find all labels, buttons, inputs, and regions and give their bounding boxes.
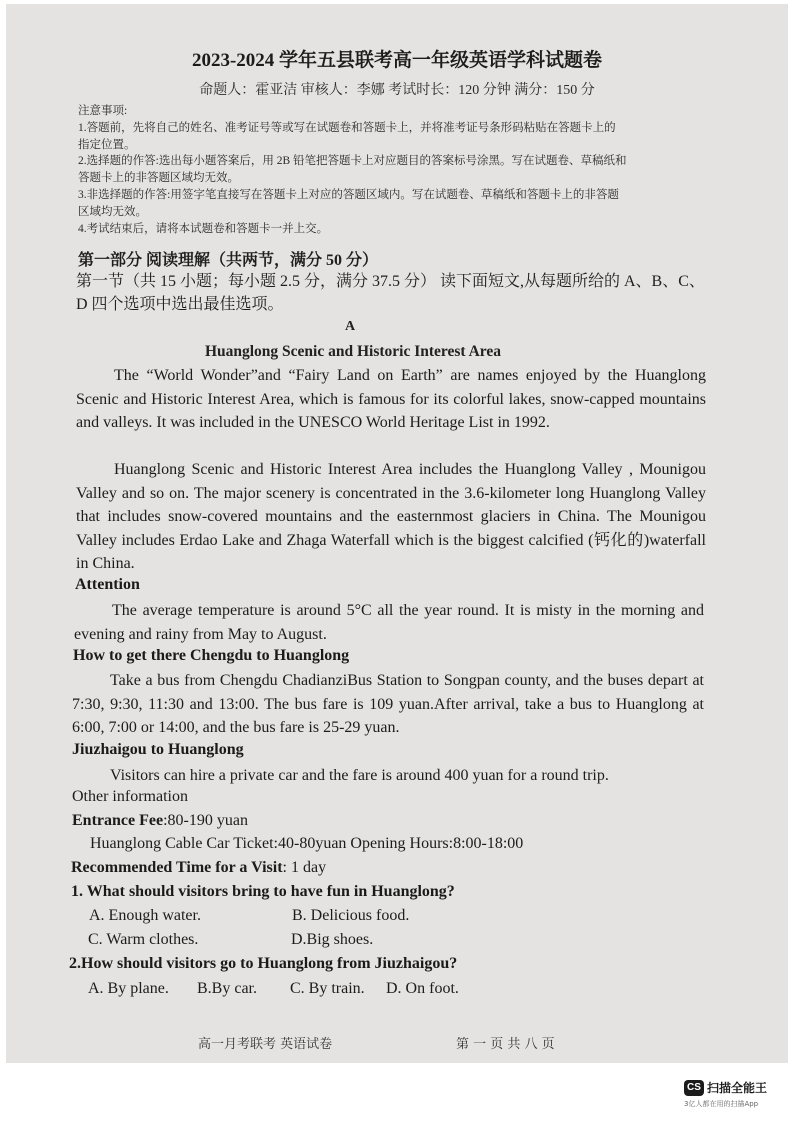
part-heading: 第一部分 阅读理解（共两节，满分 50 分） — [78, 252, 379, 269]
instructions-heading: 注意事项: — [78, 105, 128, 117]
passage-title: Huanglong Scenic and Historic Interest Area — [204, 343, 502, 360]
route-jiuzhaigou-paragraph: Visitors can hire a private car and the fare is around 400 yuan for a round trip. — [110, 767, 609, 784]
question-2-option-c: C. By train. — [290, 980, 365, 997]
recommended-time-line — [71, 859, 326, 877]
footer-page-number: 第 一 页 共 八 页 — [456, 1037, 555, 1052]
question-1-option-a: A. Enough water. — [89, 907, 201, 924]
passage-paragraph-1: The “World Wonder”and “Fairy Land on Earth” are names enjoyed by the Huanglong Scenic and Historic Interest Area, which is famous for its colorful lakes, snow-capped mountains and valleys. It was included in the UNESCO World Heritage List in 1992. — [76, 367, 706, 431]
camscanner-logo-icon: CS — [684, 1080, 704, 1096]
recommended-time-label: Recommended Time for a Visit — [71, 859, 283, 876]
passage-letter: A — [344, 319, 356, 334]
question-1-stem: 1. What should visitors bring to have fun in Huanglong? — [71, 883, 455, 900]
instruction-line: 3.非选择题的作答:用签字笔直接写在答题卡上对应的答题区域内。写在试题卷、草稿纸和答题卡上的非答题 — [78, 188, 619, 201]
exam-meta-line: 命题人：霍亚洁 审核人：李娜 考试时长：120 分钟 满分：150 分 — [199, 83, 595, 98]
passage-paragraph-2: Huanglong Scenic and Historic Interest Area includes the Huanglong Valley , Mounigou Valley and so on. The major scenery is concentrated in the 3.6-kilometer long Huanglong Valley that includes snow-covered mountains and the easternmost glaciers in China. The Mounigou Valley includes Erdao Lake and Zhaga Waterfall which is the biggest calcified (钙化的)waterfall in China. — [76, 461, 706, 572]
question-1-option-b: B. Delicious food. — [292, 907, 410, 924]
route-chengdu-paragraph: Take a bus from Chengdu ChadianziBus Station to Songpan county, and the buses depart at 7:30, 9:30, 11:30 and 13:00. The bus fare is 109 yuan.After arrival, take a bus to Huanglong at 6:00, 7:00 or 14:00, and the bus fare is 25-29 yuan. — [72, 672, 704, 736]
instruction-line: 答题卡上的非答题区域均无效。 — [78, 172, 239, 185]
route-chengdu-heading: How to get there Chengdu to Huanglong — [73, 647, 350, 664]
entrance-fee-line — [72, 812, 248, 830]
section-heading: 第一节（共 15 小题；每小题 2.5 分，满分 37.5 分） 读下面短文,从每题所给的 A、B、C、D 四个选项中选出最佳选项。 — [76, 273, 705, 313]
camscanner-tagline: 3亿人都在用的扫描App — [684, 1100, 759, 1108]
footer-exam-name: 高一月考联考 英语试卷 — [198, 1037, 333, 1052]
instruction-line: 区域均无效。 — [78, 205, 147, 218]
other-information-label: Other information — [72, 788, 188, 805]
question-2-stem: 2.How should visitors go to Huanglong from Jiuzhaigou? — [69, 955, 458, 972]
question-1-option-d: D.Big shoes. — [291, 931, 374, 948]
camscanner-name: 扫描全能王 — [707, 1081, 768, 1095]
attention-paragraph: The average temperature is around 5°C all the year round. It is misty in the morning and evening and rainy from May to August. — [74, 602, 704, 643]
entrance-fee-value: :80-190 yuan — [163, 812, 248, 829]
instruction-line: 4.考试结束后，请将本试题卷和答题卡一并上交。 — [78, 222, 329, 235]
question-2-option-d: D. On foot. — [386, 980, 459, 997]
attention-heading: Attention — [75, 576, 140, 593]
exam-title: 2023-2024 学年五县联考高一年级英语学科试题卷 — [191, 50, 603, 71]
route-jiuzhaigou-heading: Jiuzhaigou to Huanglong — [72, 741, 244, 758]
exam-instructions — [78, 103, 708, 237]
cable-car-line: Huanglong Cable Car Ticket:40-80yuan Opening Hours:8:00-18:00 — [90, 835, 524, 852]
entrance-fee-label: Entrance Fee — [72, 812, 164, 829]
instruction-line: 1.答题前，先将自己的姓名、准考证号等或写在试题卷和答题卡上，并将准考证号条形码粘贴在答题卡上的 — [78, 121, 616, 134]
recommended-time-value: : 1 day — [282, 859, 327, 876]
question-2-option-b: B.By car. — [197, 980, 257, 997]
question-1-option-c: C. Warm clothes. — [88, 931, 199, 948]
instruction-line: 2.选择题的作答:选出每小题答案后，用 2B 铅笔把答题卡上对应题目的答案标号涂黑。写在试题卷、草稿纸和 — [78, 155, 627, 168]
instruction-line: 指定位置。 — [78, 138, 136, 151]
question-2-option-a: A. By plane. — [88, 980, 169, 997]
